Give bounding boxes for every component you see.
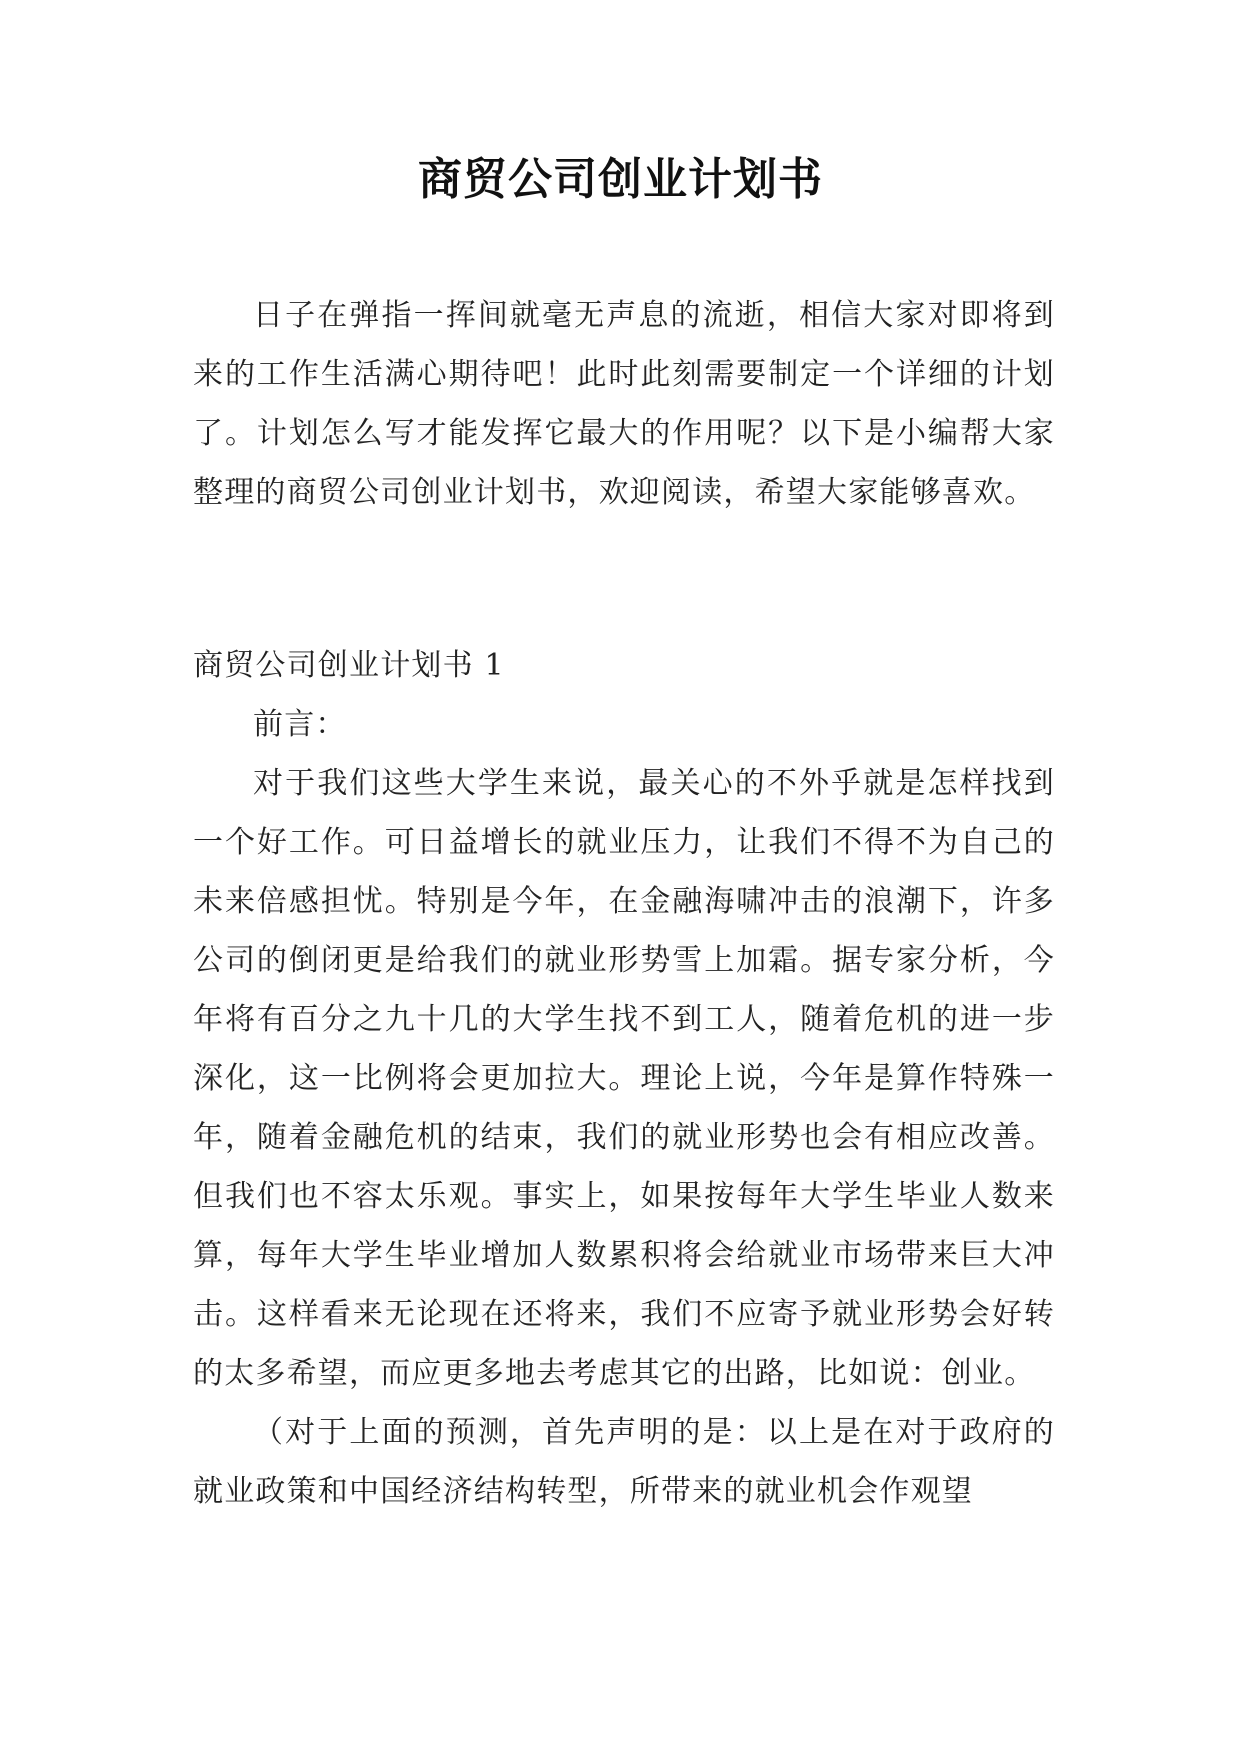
intro-block [193, 286, 1055, 522]
section-heading: 商贸公司创业计划书 1 [193, 648, 505, 683]
document-title: 商贸公司创业计划书 [418, 154, 823, 205]
intro-paragraph: 日子在弹指一挥间就毫无声息的流逝，相信大家对即将到来的工作生活满心期待吧！此时此刻需要制定一个详细的计划了。计划怎么写才能发挥它最大的作用呢？以下是小编帮大家整理的商贸公司创业计划书，欢迎阅读，希望大家能够喜欢。 [193, 298, 1055, 510]
preface-label: 前言： [253, 707, 347, 742]
section-paragraph-2: （对于上面的预测，首先声明的是：以上是在对于政府的就业政策和中国经济结构转型，所带来的就业机会作观望 [193, 1415, 1055, 1509]
section-1 [193, 636, 1055, 1521]
section-paragraph-1: 对于我们这些大学生来说，最关心的不外乎就是怎样找到一个好工作。可日益增长的就业压力，让我们不得不为自己的未来倍感担忧。特别是今年，在金融海啸冲击的浪潮下，许多公司的倒闭更是给我们的就业形势雪上加霜。据专家分析，今年将有百分之九十几的大学生找不到工人，随着危机的进一步深化，这一比例将会更加拉大。理论上说，今年是算作特殊一年，随着金融危机的结束，我们的就业形势也会有相应改善。但我们也不容太乐观。事实上，如果按每年大学生毕业人数来算，每年大学生毕业增加人数累积将会给就业市场带来巨大冲击。这样看来无论现在还将来，我们不应寄予就业形势会好转的太多希望，而应更多地去考虑其它的出路，比如说：创业。 [193, 766, 1055, 1391]
